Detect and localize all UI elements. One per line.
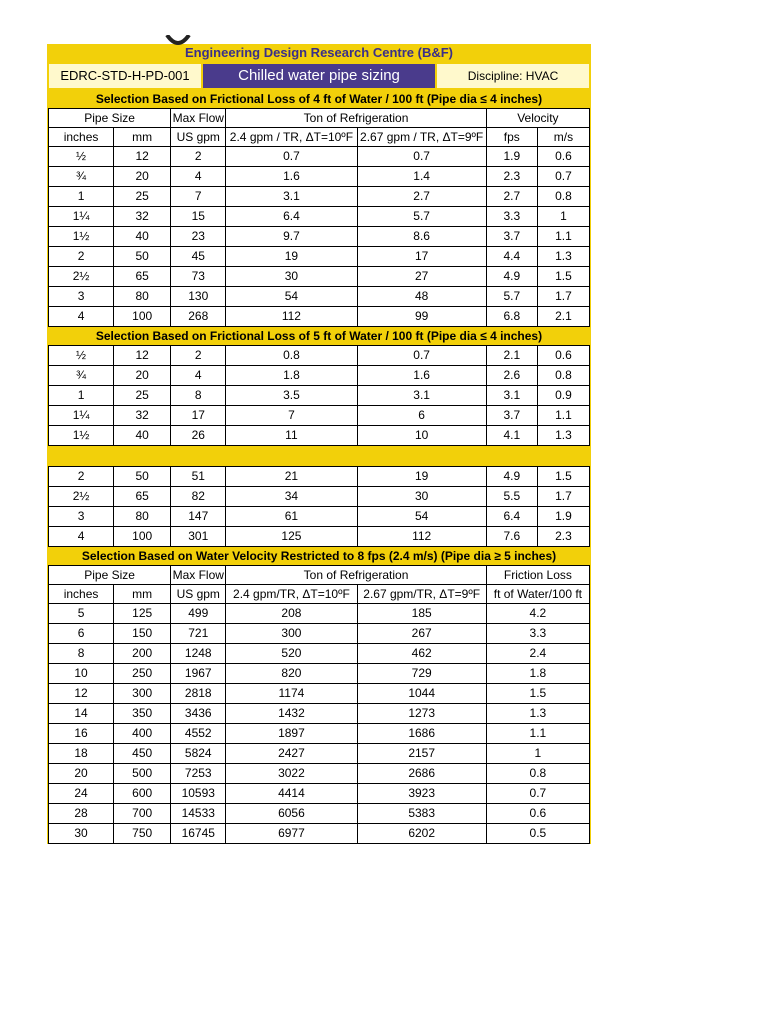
table-cell: 26 — [171, 426, 226, 446]
table-cell: 4 — [171, 167, 226, 187]
table-cell: 1½ — [49, 426, 114, 446]
table-cell: 12 — [49, 684, 114, 704]
table-cell: 1044 — [357, 684, 486, 704]
table-cell: 150 — [114, 624, 171, 644]
group-header-friction-loss: Friction Loss — [486, 566, 589, 585]
table-cell: 1.7 — [537, 487, 589, 507]
table-cell: 125 — [114, 604, 171, 624]
table-cell: 0.7 — [357, 147, 486, 167]
table-cell: 45 — [171, 247, 226, 267]
col-header: 2.4 gpm / TR, ΔT=10ºF — [226, 128, 357, 147]
table-cell: 1¼ — [49, 406, 114, 426]
table-cell: 19 — [226, 247, 357, 267]
table-cell: 1.4 — [357, 167, 486, 187]
table-cell: 5.7 — [486, 287, 537, 307]
table-cell: 4 — [49, 527, 114, 547]
table-cell: 1967 — [171, 664, 226, 684]
table-cell: 4.9 — [486, 467, 537, 487]
table-cell: 14 — [49, 704, 114, 724]
table-cell: 3.1 — [357, 386, 486, 406]
table-cell: 185 — [357, 604, 486, 624]
table-cell: 1.7 — [537, 287, 589, 307]
col-header: m/s — [537, 128, 589, 147]
table-cell: 300 — [114, 684, 171, 704]
table-cell: 0.6 — [486, 804, 589, 824]
table-cell: 3 — [49, 507, 114, 527]
table-cell: 11 — [226, 426, 357, 446]
table-cell: 16745 — [171, 824, 226, 844]
group-header-pipe-size: Pipe Size — [49, 566, 171, 585]
table-row — [49, 664, 590, 684]
table-cell: 1686 — [357, 724, 486, 744]
table-row — [49, 784, 590, 804]
table-cell: 24 — [49, 784, 114, 804]
table-cell: 80 — [114, 287, 171, 307]
table-cell: ½ — [49, 346, 114, 366]
table-cell: 1.1 — [486, 724, 589, 744]
table-cell: 0.8 — [226, 346, 357, 366]
table-row — [49, 267, 590, 287]
table-cell: 112 — [226, 307, 357, 327]
col-header: US gpm — [171, 128, 226, 147]
group-header-velocity: Velocity — [486, 109, 589, 128]
table-cell: 4 — [49, 307, 114, 327]
table-row — [49, 187, 590, 207]
table-cell: 1.1 — [537, 406, 589, 426]
table-cell: 7 — [226, 406, 357, 426]
table-cell: 2.1 — [537, 307, 589, 327]
table-cell: 0.7 — [226, 147, 357, 167]
table-cell: 1.9 — [486, 147, 537, 167]
table-cell: 8 — [49, 644, 114, 664]
table-cell: 1.3 — [537, 247, 589, 267]
table-cell: 23 — [171, 227, 226, 247]
table-cell: 4414 — [226, 784, 357, 804]
table-cell: 600 — [114, 784, 171, 804]
table-cell: 2818 — [171, 684, 226, 704]
table-cell: ½ — [49, 147, 114, 167]
table-cell: 1.5 — [486, 684, 589, 704]
table-cell: 2.3 — [537, 527, 589, 547]
table-cell: 0.9 — [537, 386, 589, 406]
table-cell: 30 — [357, 487, 486, 507]
table-cell: 0.5 — [486, 824, 589, 844]
table-cell: 10 — [49, 664, 114, 684]
table-cell: 267 — [357, 624, 486, 644]
table-cell: 54 — [357, 507, 486, 527]
table-row — [49, 507, 590, 527]
table-cell: 6.8 — [486, 307, 537, 327]
table-cell: 200 — [114, 644, 171, 664]
table-cell: 2½ — [49, 267, 114, 287]
table-cell: 3.1 — [226, 187, 357, 207]
table-cell: 4.4 — [486, 247, 537, 267]
table-cell: 25 — [114, 386, 171, 406]
table-velocity-restricted — [48, 565, 590, 844]
table-cell: 2.6 — [486, 366, 537, 386]
table-row — [49, 604, 590, 624]
table-cell: 16 — [49, 724, 114, 744]
table-cell: 1.8 — [486, 664, 589, 684]
table-cell: 750 — [114, 824, 171, 844]
table-row — [49, 684, 590, 704]
table-cell: 3436 — [171, 704, 226, 724]
table-cell: 300 — [226, 624, 357, 644]
organization-logo-icon — [165, 35, 191, 53]
table-cell: 520 — [226, 644, 357, 664]
table-cell: 1 — [49, 187, 114, 207]
table-cell: 0.6 — [537, 346, 589, 366]
table-row — [49, 307, 590, 327]
table-cell: 250 — [114, 664, 171, 684]
table-cell: 3.3 — [486, 207, 537, 227]
table-cell: 0.6 — [537, 147, 589, 167]
table-cell: 2.4 — [486, 644, 589, 664]
table-cell: 1½ — [49, 227, 114, 247]
table-cell: 1.1 — [537, 227, 589, 247]
table-cell: 700 — [114, 804, 171, 824]
table-cell: 1.6 — [357, 366, 486, 386]
table-cell: 20 — [114, 167, 171, 187]
group-header-pipe-size: Pipe Size — [49, 109, 171, 128]
table-cell: ¾ — [49, 366, 114, 386]
table-cell: 1.5 — [537, 267, 589, 287]
table-cell: 1 — [486, 744, 589, 764]
table-cell: 400 — [114, 724, 171, 744]
table-cell: 18 — [49, 744, 114, 764]
table-cell: 1248 — [171, 644, 226, 664]
table-cell: 3 — [49, 287, 114, 307]
pipe-sizing-sheet — [47, 44, 591, 844]
table-cell: 10 — [357, 426, 486, 446]
table-row — [49, 227, 590, 247]
table-cell: 500 — [114, 764, 171, 784]
table-cell: 0.8 — [537, 366, 589, 386]
table-cell: 20 — [49, 764, 114, 784]
table-cell: 4.2 — [486, 604, 589, 624]
table-cell: 50 — [114, 247, 171, 267]
table-cell: 32 — [114, 207, 171, 227]
document-id: EDRC-STD-H-PD-001 — [49, 64, 201, 88]
table-cell: 350 — [114, 704, 171, 724]
table-cell: 3.5 — [226, 386, 357, 406]
table-cell: 2 — [49, 247, 114, 267]
table-cell: 2½ — [49, 487, 114, 507]
title-row — [47, 62, 591, 90]
table-cell: 25 — [114, 187, 171, 207]
col-header: ft of Water/100 ft — [486, 585, 589, 604]
table-row — [49, 704, 590, 724]
col-header: mm — [114, 585, 171, 604]
table-cell: 32 — [114, 406, 171, 426]
table-cell: 65 — [114, 487, 171, 507]
table-cell: 12 — [114, 346, 171, 366]
org-header — [47, 44, 591, 62]
table-row — [49, 207, 590, 227]
table-cell: 0.7 — [537, 167, 589, 187]
table-row — [49, 724, 590, 744]
col-header: fps — [486, 128, 537, 147]
table-cell: 17 — [171, 406, 226, 426]
section-title-2: Selection Based on Frictional Loss of 5 ft of Water / 100 ft (Pipe dia ≤ 4 inches) — [47, 327, 591, 345]
table-cell: 28 — [49, 804, 114, 824]
table-cell: 27 — [357, 267, 486, 287]
col-header: inches — [49, 585, 114, 604]
table-cell: 100 — [114, 527, 171, 547]
table-cell: 1432 — [226, 704, 357, 724]
table-cell: 1.9 — [537, 507, 589, 527]
col-header: 2.67 gpm/TR, ΔT=9ºF — [357, 585, 486, 604]
table-cell: 1.8 — [226, 366, 357, 386]
table-gap — [47, 446, 591, 466]
table-row — [49, 147, 590, 167]
table-cell: 6 — [49, 624, 114, 644]
table-cell: 3.7 — [486, 227, 537, 247]
table-cell: 48 — [357, 287, 486, 307]
table-cell: 40 — [114, 227, 171, 247]
table-cell: 1273 — [357, 704, 486, 724]
table-cell: 6.4 — [486, 507, 537, 527]
table-cell: 5383 — [357, 804, 486, 824]
table-cell: 19 — [357, 467, 486, 487]
table-cell: 80 — [114, 507, 171, 527]
table-row — [49, 366, 590, 386]
table-cell: 0.8 — [486, 764, 589, 784]
table-cell: 112 — [357, 527, 486, 547]
table-cell: 4.9 — [486, 267, 537, 287]
table-cell: 17 — [357, 247, 486, 267]
table-cell: 5.7 — [357, 207, 486, 227]
table-cell: 2.7 — [357, 187, 486, 207]
table-cell: 2157 — [357, 744, 486, 764]
table-cell: 5.5 — [486, 487, 537, 507]
table-cell: 20 — [114, 366, 171, 386]
table-cell: 50 — [114, 467, 171, 487]
table-cell: 820 — [226, 664, 357, 684]
table-cell: 3923 — [357, 784, 486, 804]
table-row — [49, 426, 590, 446]
table-cell: 125 — [226, 527, 357, 547]
table-cell: 3.1 — [486, 386, 537, 406]
table-cell: 268 — [171, 307, 226, 327]
table-row — [49, 406, 590, 426]
table-cell: 51 — [171, 467, 226, 487]
table-cell: 10593 — [171, 784, 226, 804]
table-row — [49, 346, 590, 366]
table-cell: 8 — [171, 386, 226, 406]
table-row — [49, 247, 590, 267]
table-cell: 6202 — [357, 824, 486, 844]
table-cell: 3.7 — [486, 406, 537, 426]
table-cell: 14533 — [171, 804, 226, 824]
table-row — [49, 624, 590, 644]
table-cell: 8.6 — [357, 227, 486, 247]
table-cell: 3022 — [226, 764, 357, 784]
table-cell: 2 — [49, 467, 114, 487]
col-header: 2.4 gpm/TR, ΔT=10ºF — [226, 585, 357, 604]
table-cell: 3.3 — [486, 624, 589, 644]
table-row — [49, 804, 590, 824]
table-cell: 6.4 — [226, 207, 357, 227]
table-row — [49, 287, 590, 307]
table-row — [49, 527, 590, 547]
table-cell: 1174 — [226, 684, 357, 704]
table-cell: 2.7 — [486, 187, 537, 207]
discipline-label: Discipline: HVAC — [437, 64, 589, 88]
table-cell: 54 — [226, 287, 357, 307]
group-header-ton: Ton of Refrigeration — [226, 109, 486, 128]
table-row — [49, 467, 590, 487]
table-cell: 73 — [171, 267, 226, 287]
table-cell: 1.5 — [537, 467, 589, 487]
table-cell: 462 — [357, 644, 486, 664]
group-header-ton: Ton of Refrigeration — [226, 566, 486, 585]
table-cell: 721 — [171, 624, 226, 644]
table-row — [49, 644, 590, 664]
table-cell: 34 — [226, 487, 357, 507]
table-cell: 6056 — [226, 804, 357, 824]
table-cell: 9.7 — [226, 227, 357, 247]
table-cell: 99 — [357, 307, 486, 327]
table-cell: 6977 — [226, 824, 357, 844]
table-row — [49, 487, 590, 507]
table-cell: 729 — [357, 664, 486, 684]
table-cell: 499 — [171, 604, 226, 624]
table-row — [49, 824, 590, 844]
col-header: mm — [114, 128, 171, 147]
table-cell: 1 — [49, 386, 114, 406]
table-4ft-loss — [48, 108, 590, 327]
table-5ft-loss-b — [48, 466, 590, 547]
table-cell: ¾ — [49, 167, 114, 187]
table-cell: 1.6 — [226, 167, 357, 187]
table-cell: 21 — [226, 467, 357, 487]
table-cell: 2 — [171, 346, 226, 366]
table-cell: 2.1 — [486, 346, 537, 366]
table-row — [49, 764, 590, 784]
table-cell: 1¼ — [49, 207, 114, 227]
table-cell: 12 — [114, 147, 171, 167]
table-cell: 0.7 — [357, 346, 486, 366]
table-row — [49, 744, 590, 764]
table-cell: 1.3 — [537, 426, 589, 446]
table-cell: 208 — [226, 604, 357, 624]
table-cell: 6 — [357, 406, 486, 426]
table-row — [49, 167, 590, 187]
table-cell: 4 — [171, 366, 226, 386]
table-cell: 100 — [114, 307, 171, 327]
table-cell: 1897 — [226, 724, 357, 744]
table-cell: 301 — [171, 527, 226, 547]
table-cell: 30 — [49, 824, 114, 844]
table-cell: 5824 — [171, 744, 226, 764]
group-header-max-flow: Max Flow — [171, 566, 226, 585]
table-cell: 30 — [226, 267, 357, 287]
table-cell: 2686 — [357, 764, 486, 784]
table-cell: 5 — [49, 604, 114, 624]
table-row — [49, 386, 590, 406]
section-title-3: Selection Based on Water Velocity Restricted to 8 fps (2.4 m/s) (Pipe dia ≥ 5 inches) — [47, 547, 591, 565]
table-cell: 2.3 — [486, 167, 537, 187]
table-cell: 2427 — [226, 744, 357, 764]
table-cell: 1.3 — [486, 704, 589, 724]
table-cell: 65 — [114, 267, 171, 287]
table-cell: 1 — [537, 207, 589, 227]
group-header-max-flow: Max Flow — [171, 109, 226, 128]
col-header: 2.67 gpm / TR, ΔT=9ºF — [357, 128, 486, 147]
table-cell: 2 — [171, 147, 226, 167]
table-cell: 0.8 — [537, 187, 589, 207]
table-5ft-loss-a — [48, 345, 590, 446]
table-cell: 4.1 — [486, 426, 537, 446]
section-title-1: Selection Based on Frictional Loss of 4 ft of Water / 100 ft (Pipe dia ≤ 4 inches) — [47, 90, 591, 108]
table-cell: 7253 — [171, 764, 226, 784]
table-cell: 61 — [226, 507, 357, 527]
table-cell: 450 — [114, 744, 171, 764]
document-title: Chilled water pipe sizing — [203, 64, 435, 88]
table-cell: 7.6 — [486, 527, 537, 547]
table-cell: 147 — [171, 507, 226, 527]
col-header: inches — [49, 128, 114, 147]
table-cell: 0.7 — [486, 784, 589, 804]
org-name: Engineering Design Research Centre (B&F) — [185, 45, 453, 60]
table-cell: 7 — [171, 187, 226, 207]
table-cell: 4552 — [171, 724, 226, 744]
table-cell: 130 — [171, 287, 226, 307]
table-cell: 82 — [171, 487, 226, 507]
col-header: US gpm — [171, 585, 226, 604]
table-cell: 15 — [171, 207, 226, 227]
table-cell: 40 — [114, 426, 171, 446]
